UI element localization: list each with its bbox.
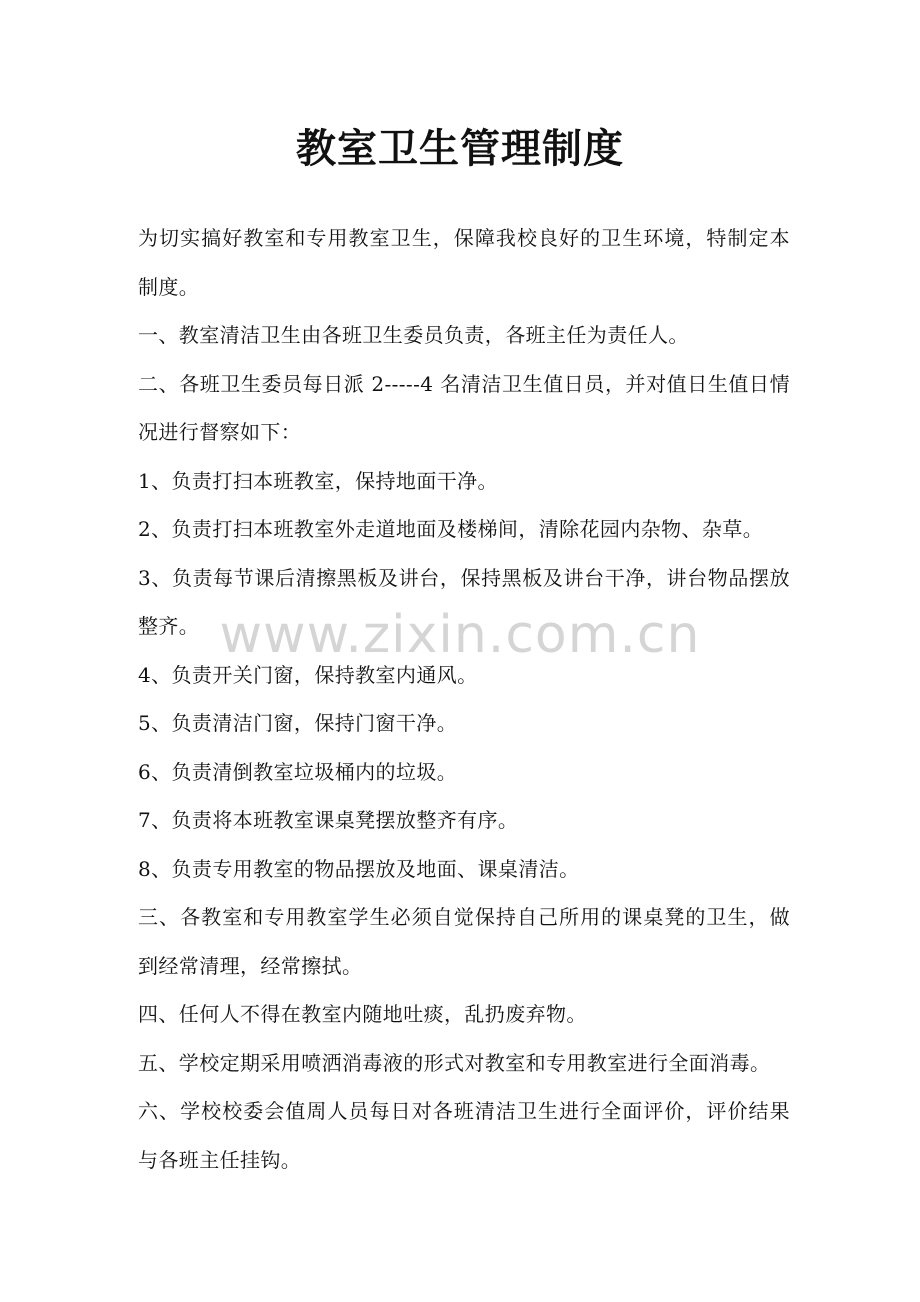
intro-paragraph: 为切实搞好教室和专用教室卫生，保障我校良好的卫生环境，特制定本制度。: [138, 226, 790, 299]
duty-1-item: 1、负责打扫本班教室，保持地面干净。: [138, 468, 498, 493]
duty-7-item: 7、负责将本班教室课桌凳摆放整齐有序。: [138, 808, 519, 832]
rule-2-paragraph: 二、各班卫生委员每日派 2-----4 名清洁卫生值日员，并对值日生值日情况进行督察如下：: [138, 371, 790, 444]
duty-8-item: 8、负责专用教室的物品摆放及地面、课桌清洁。: [138, 856, 580, 881]
rule-3-paragraph: 三、各教室和专用教室学生必须自觉保持自己所用的课桌凳的卫生，做到经常清理，经常擦拭。: [138, 905, 790, 978]
duty-3-item: 3、负责每节课后清擦黑板及讲台，保持黑板及讲台干净，讲台物品摆放整齐。: [138, 565, 790, 638]
rule-6-paragraph: 六、学校校委会值周人员每日对各班清洁卫生进行全面评价，评价结果与各班主任挂钩。: [138, 1099, 790, 1172]
rule-1-paragraph: 一、教室清洁卫生由各班卫生委员负责，各班主任为责任人。: [138, 323, 689, 347]
duty-4-item: 4、负责开关门窗，保持教室内通风。: [138, 662, 478, 687]
document-body: [138, 214, 790, 1184]
rule-5-paragraph: 五、学校定期采用喷洒消毒液的形式对教室和专用教室进行全面消毒。: [138, 1050, 771, 1075]
rule-4-paragraph: 四、任何人不得在教室内随地吐痰，乱扔废弃物。: [138, 1002, 587, 1026]
document-title: 教室卫生管理制度: [296, 125, 624, 172]
duty-5-item: 5、负责清洁门窗，保持门窗干净。: [138, 711, 458, 735]
watermark-text: www.zixin.com.cn: [219, 605, 701, 665]
duty-2-item: 2、负责打扫本班教室外走道地面及楼梯间，清除花园内杂物、杂草。: [138, 517, 764, 541]
duty-6-item: 6、负责清倒教室垃圾桶内的垃圾。: [138, 759, 458, 784]
